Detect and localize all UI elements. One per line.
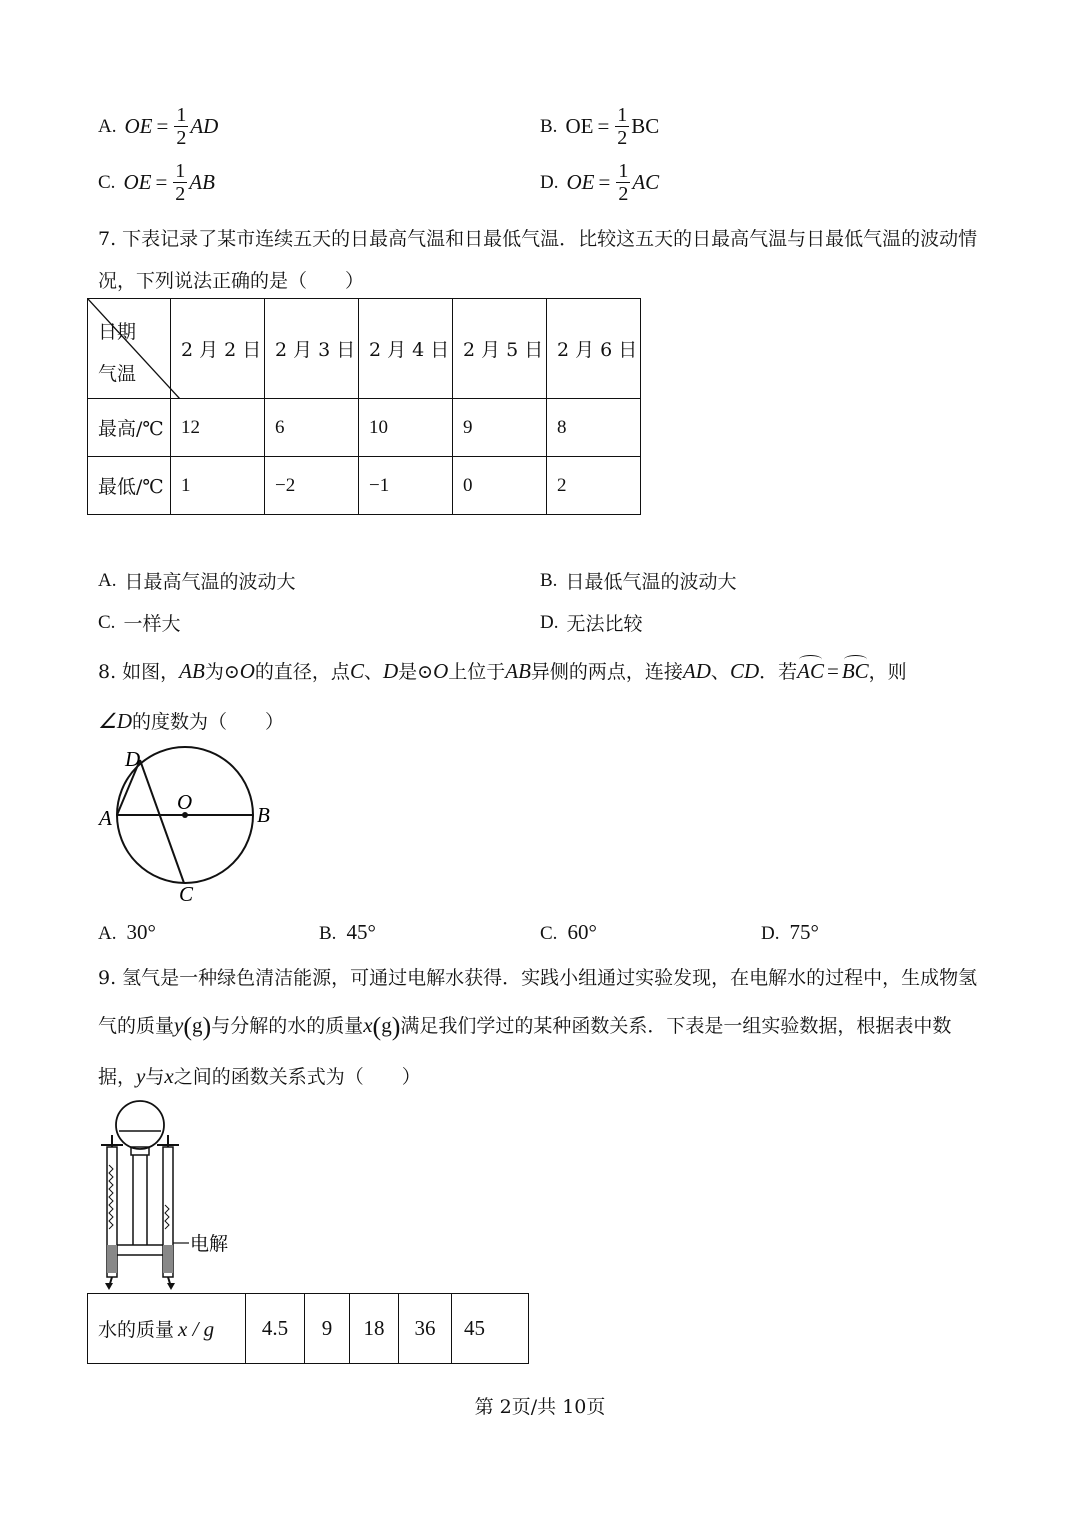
option-label: C.: [98, 171, 116, 193]
label-o: O: [177, 790, 193, 814]
table-cell: 9: [453, 399, 547, 457]
table-row-high: [88, 399, 641, 457]
q6-option-d: [540, 160, 659, 205]
table-cell: 18: [350, 1294, 399, 1364]
row-label-low: 最低/℃: [88, 457, 171, 515]
table-header-cell: 2 月 5 日: [453, 299, 547, 399]
option-label: B.: [540, 115, 558, 137]
q8-option-d: D. 75°: [761, 920, 819, 944]
table-cell: 45: [452, 1294, 529, 1364]
q8-option-a: A. 30°: [98, 920, 156, 944]
q6-option-a: [98, 104, 218, 149]
math-lhs: OE: [566, 170, 595, 194]
label-d: D: [125, 747, 141, 771]
table-header-cell: 2 月 3 日: [265, 299, 359, 399]
corner-date-label: 日期: [98, 321, 137, 343]
table-cell: 12: [171, 399, 265, 457]
table-header-cell: 2 月 4 日: [359, 299, 453, 399]
table-cell: 8: [547, 399, 641, 457]
table-row: [88, 1294, 529, 1364]
math-rhs: BC: [631, 114, 660, 138]
corner-temp-label: 气温: [98, 363, 137, 385]
circle-figure: [95, 742, 285, 907]
table-cell: 0: [453, 457, 547, 515]
q7-option-a: A. 日最高气温的波动大: [98, 569, 296, 593]
q9-stem-line3: 据，y与x之间的函数关系式为（ ）: [98, 1064, 421, 1088]
q9-stem-line1: 9. 氢气是一种绿色清洁能源，可通过电解水获得．实践小组通过实验发现，在电解水的过程中，生成物氢: [98, 967, 978, 989]
table-cell: −2: [265, 457, 359, 515]
table-cell: 1: [171, 457, 265, 515]
q8-stem-line1: 8. 如图，AB为⊙O的直径，点C、D是⊙O上位于AB异侧的两点，连接AD、CD．若AC = BC，则: [98, 659, 907, 683]
q8-option-b: B. 45°: [319, 920, 376, 944]
equals-sign: =: [156, 114, 169, 138]
q7-option-d: D. 无法比较: [540, 611, 643, 635]
row-label: 水的质量 x / g: [88, 1294, 246, 1364]
temperature-table: [87, 298, 641, 515]
q8-stem-line2: ∠D的度数为（ ）: [98, 709, 285, 733]
fraction: $\frac{1}{2}$: [617, 104, 628, 149]
equals-sign: =: [598, 170, 611, 194]
table-cell: 2: [547, 457, 641, 515]
math-lhs: OE: [565, 114, 594, 138]
table-row-low: [88, 457, 641, 515]
q7-option-c: C. 一样大: [98, 611, 181, 635]
math-lhs: OE: [124, 114, 153, 138]
page-footer: 第 2页/共 10页: [474, 1396, 606, 1418]
q8-option-c: C. 60°: [540, 920, 597, 944]
q9-stem-line2: 气的质量y(g)与分解的水的质量x(g)满足我们学过的某种函数关系．下表是一组实验数据，根据表中数: [98, 1012, 952, 1041]
arc-ac: AC: [797, 659, 824, 683]
table-header-cell: 2 月 6 日: [547, 299, 641, 399]
option-label: A.: [98, 115, 117, 137]
q7-stem-line1: 7. 下表记录了某市连续五天的日最高气温和日最低气温．比较这五天的日最高气温与日最低气温的波动情: [98, 228, 978, 250]
q6-option-c: [98, 160, 215, 205]
electrolysis-apparatus-figure: [95, 1095, 245, 1290]
q7-stem-line2: 况，下列说法正确的是（ ）: [98, 270, 365, 292]
equals-sign: =: [155, 170, 168, 194]
table-header-cell: 2 月 2 日: [171, 299, 265, 399]
option-label: D.: [540, 171, 559, 193]
label-b: B: [257, 803, 270, 827]
fraction: $\frac{1}{2}$: [176, 104, 187, 149]
math-lhs: OE: [123, 170, 152, 194]
water-mass-table: [87, 1293, 529, 1364]
table-cell: −1: [359, 457, 453, 515]
table-header-row: [88, 299, 641, 399]
table-cell: 36: [399, 1294, 452, 1364]
label-a: A: [99, 806, 112, 830]
math-rhs: AB: [189, 170, 215, 194]
fraction: $\frac{1}{2}$: [618, 160, 629, 205]
q6-option-b: [540, 104, 659, 149]
table-cell: 4.5: [246, 1294, 305, 1364]
table-cell: 6: [265, 399, 359, 457]
electrolysis-label: 电解: [190, 1233, 229, 1255]
table-cell: 9: [305, 1294, 350, 1364]
math-rhs: AD: [190, 114, 219, 138]
equals-sign: =: [597, 114, 610, 138]
label-c: C: [179, 882, 194, 906]
math-rhs: AC: [632, 170, 660, 194]
table-cell: 10: [359, 399, 453, 457]
row-label-high: 最高/℃: [88, 399, 171, 457]
arc-bc: BC: [841, 659, 869, 683]
q7-option-b: B. 日最低气温的波动大: [540, 569, 737, 593]
table-corner-cell: [88, 299, 171, 399]
fraction: $\frac{1}{2}$: [175, 160, 186, 205]
